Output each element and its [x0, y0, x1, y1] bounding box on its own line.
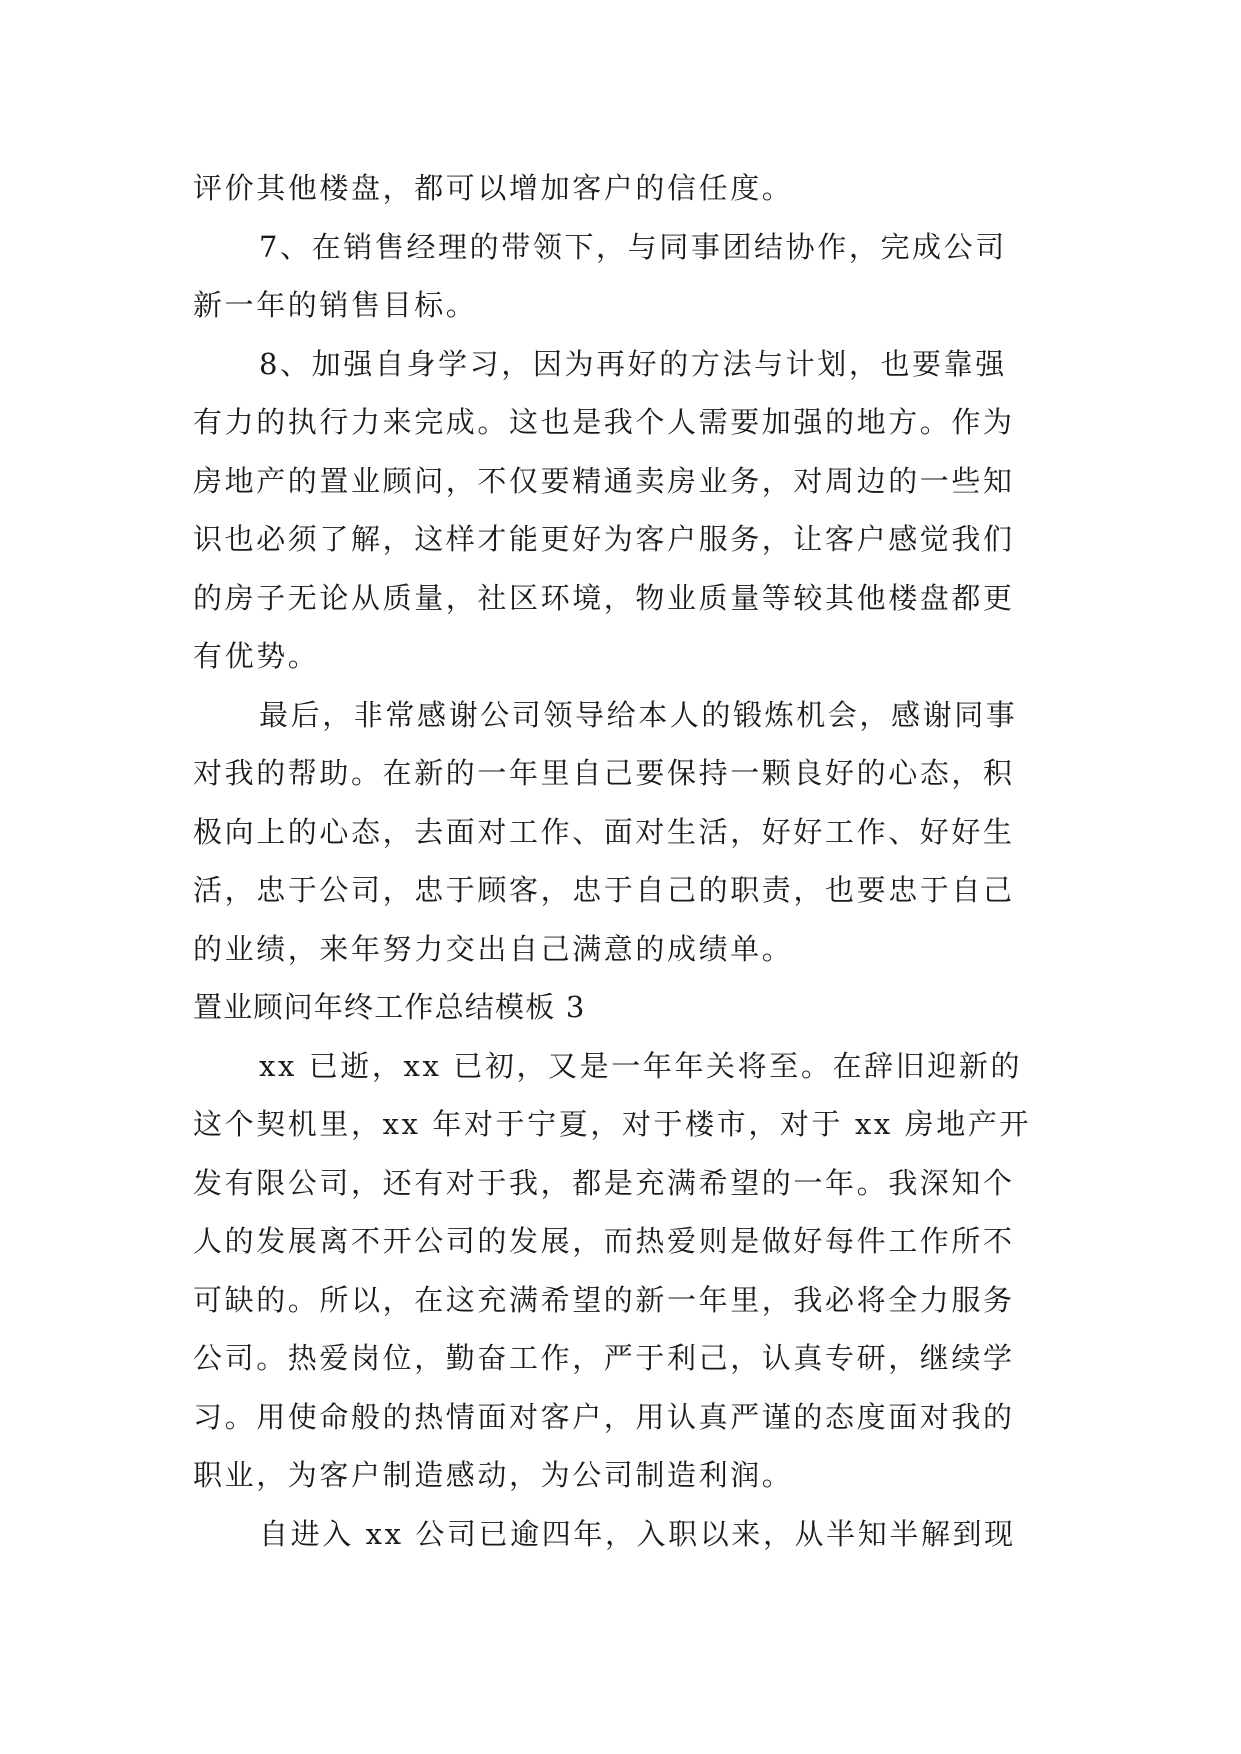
text-line: 的业绩，来年努力交出自己满意的成绩单。	[193, 931, 794, 966]
text-line: 7、在销售经理的带领下，与同事团结协作，完成公司	[259, 229, 1007, 264]
text-line: 有优势。	[193, 639, 320, 673]
text-line: 公司。热爱岗位，勤奋工作，严于利己，认真专研，继续学	[193, 1341, 1015, 1375]
text-line: 有力的执行力来完成。这也是我个人需要加强的地方。作为	[193, 405, 1015, 439]
text-line: 可缺的。所以，在这充满希望的新一年里，我必将全力服务	[193, 1282, 1015, 1317]
text-line: 评价其他楼盘，都可以增加客户的信任度。	[193, 171, 794, 205]
section-heading: 置业顾问年终工作总结模板 3	[193, 990, 586, 1024]
text-line: 对我的帮助。在新的一年里自己要保持一颗良好的心态，积	[193, 756, 1015, 790]
text-line: 极向上的心态，去面对工作、面对生活，好好工作、好好生	[193, 814, 1015, 849]
text-line: 识也必须了解，这样才能更好为客户服务，让客户感觉我们	[193, 522, 1015, 556]
text-line: 新一年的销售目标。	[193, 288, 478, 322]
text-line: 的房子无论从质量，社区环境，物业质量等较其他楼盘都更	[193, 580, 1015, 615]
text-line: 这个契机里，xx 年对于宁夏，对于楼市，对于 xx 房地产开	[193, 1107, 1032, 1141]
text-line: 8、加强自身学习，因为再好的方法与计划，也要靠强	[259, 346, 1007, 381]
text-line: 人的发展离不开公司的发展，而热爱则是做好每件工作所不	[193, 1224, 1015, 1258]
text-line: 习。用使命般的热情面对客户，用认真严谨的态度面对我的	[193, 1399, 1015, 1434]
text-line: xx 已逝，xx 已初，又是一年年关将至。在辞旧迎新的	[259, 1048, 1023, 1083]
document-body	[193, 159, 1053, 1563]
text-line: 最后，非常感谢公司领导给本人的锻炼机会，感谢同事	[259, 697, 1018, 732]
text-line: 自进入 xx 公司已逾四年，入职以来，从半知半解到现	[259, 1516, 1016, 1551]
text-line: 房地产的置业顾问，不仅要精通卖房业务，对周边的一些知	[193, 463, 1015, 498]
text-line: 活，忠于公司，忠于顾客，忠于自己的职责，也要忠于自己	[193, 873, 1015, 907]
text-line: 职业，为客户制造感动，为公司制造利润。	[193, 1458, 794, 1492]
text-line: 发有限公司，还有对于我，都是充满希望的一年。我深知个	[193, 1165, 1015, 1200]
